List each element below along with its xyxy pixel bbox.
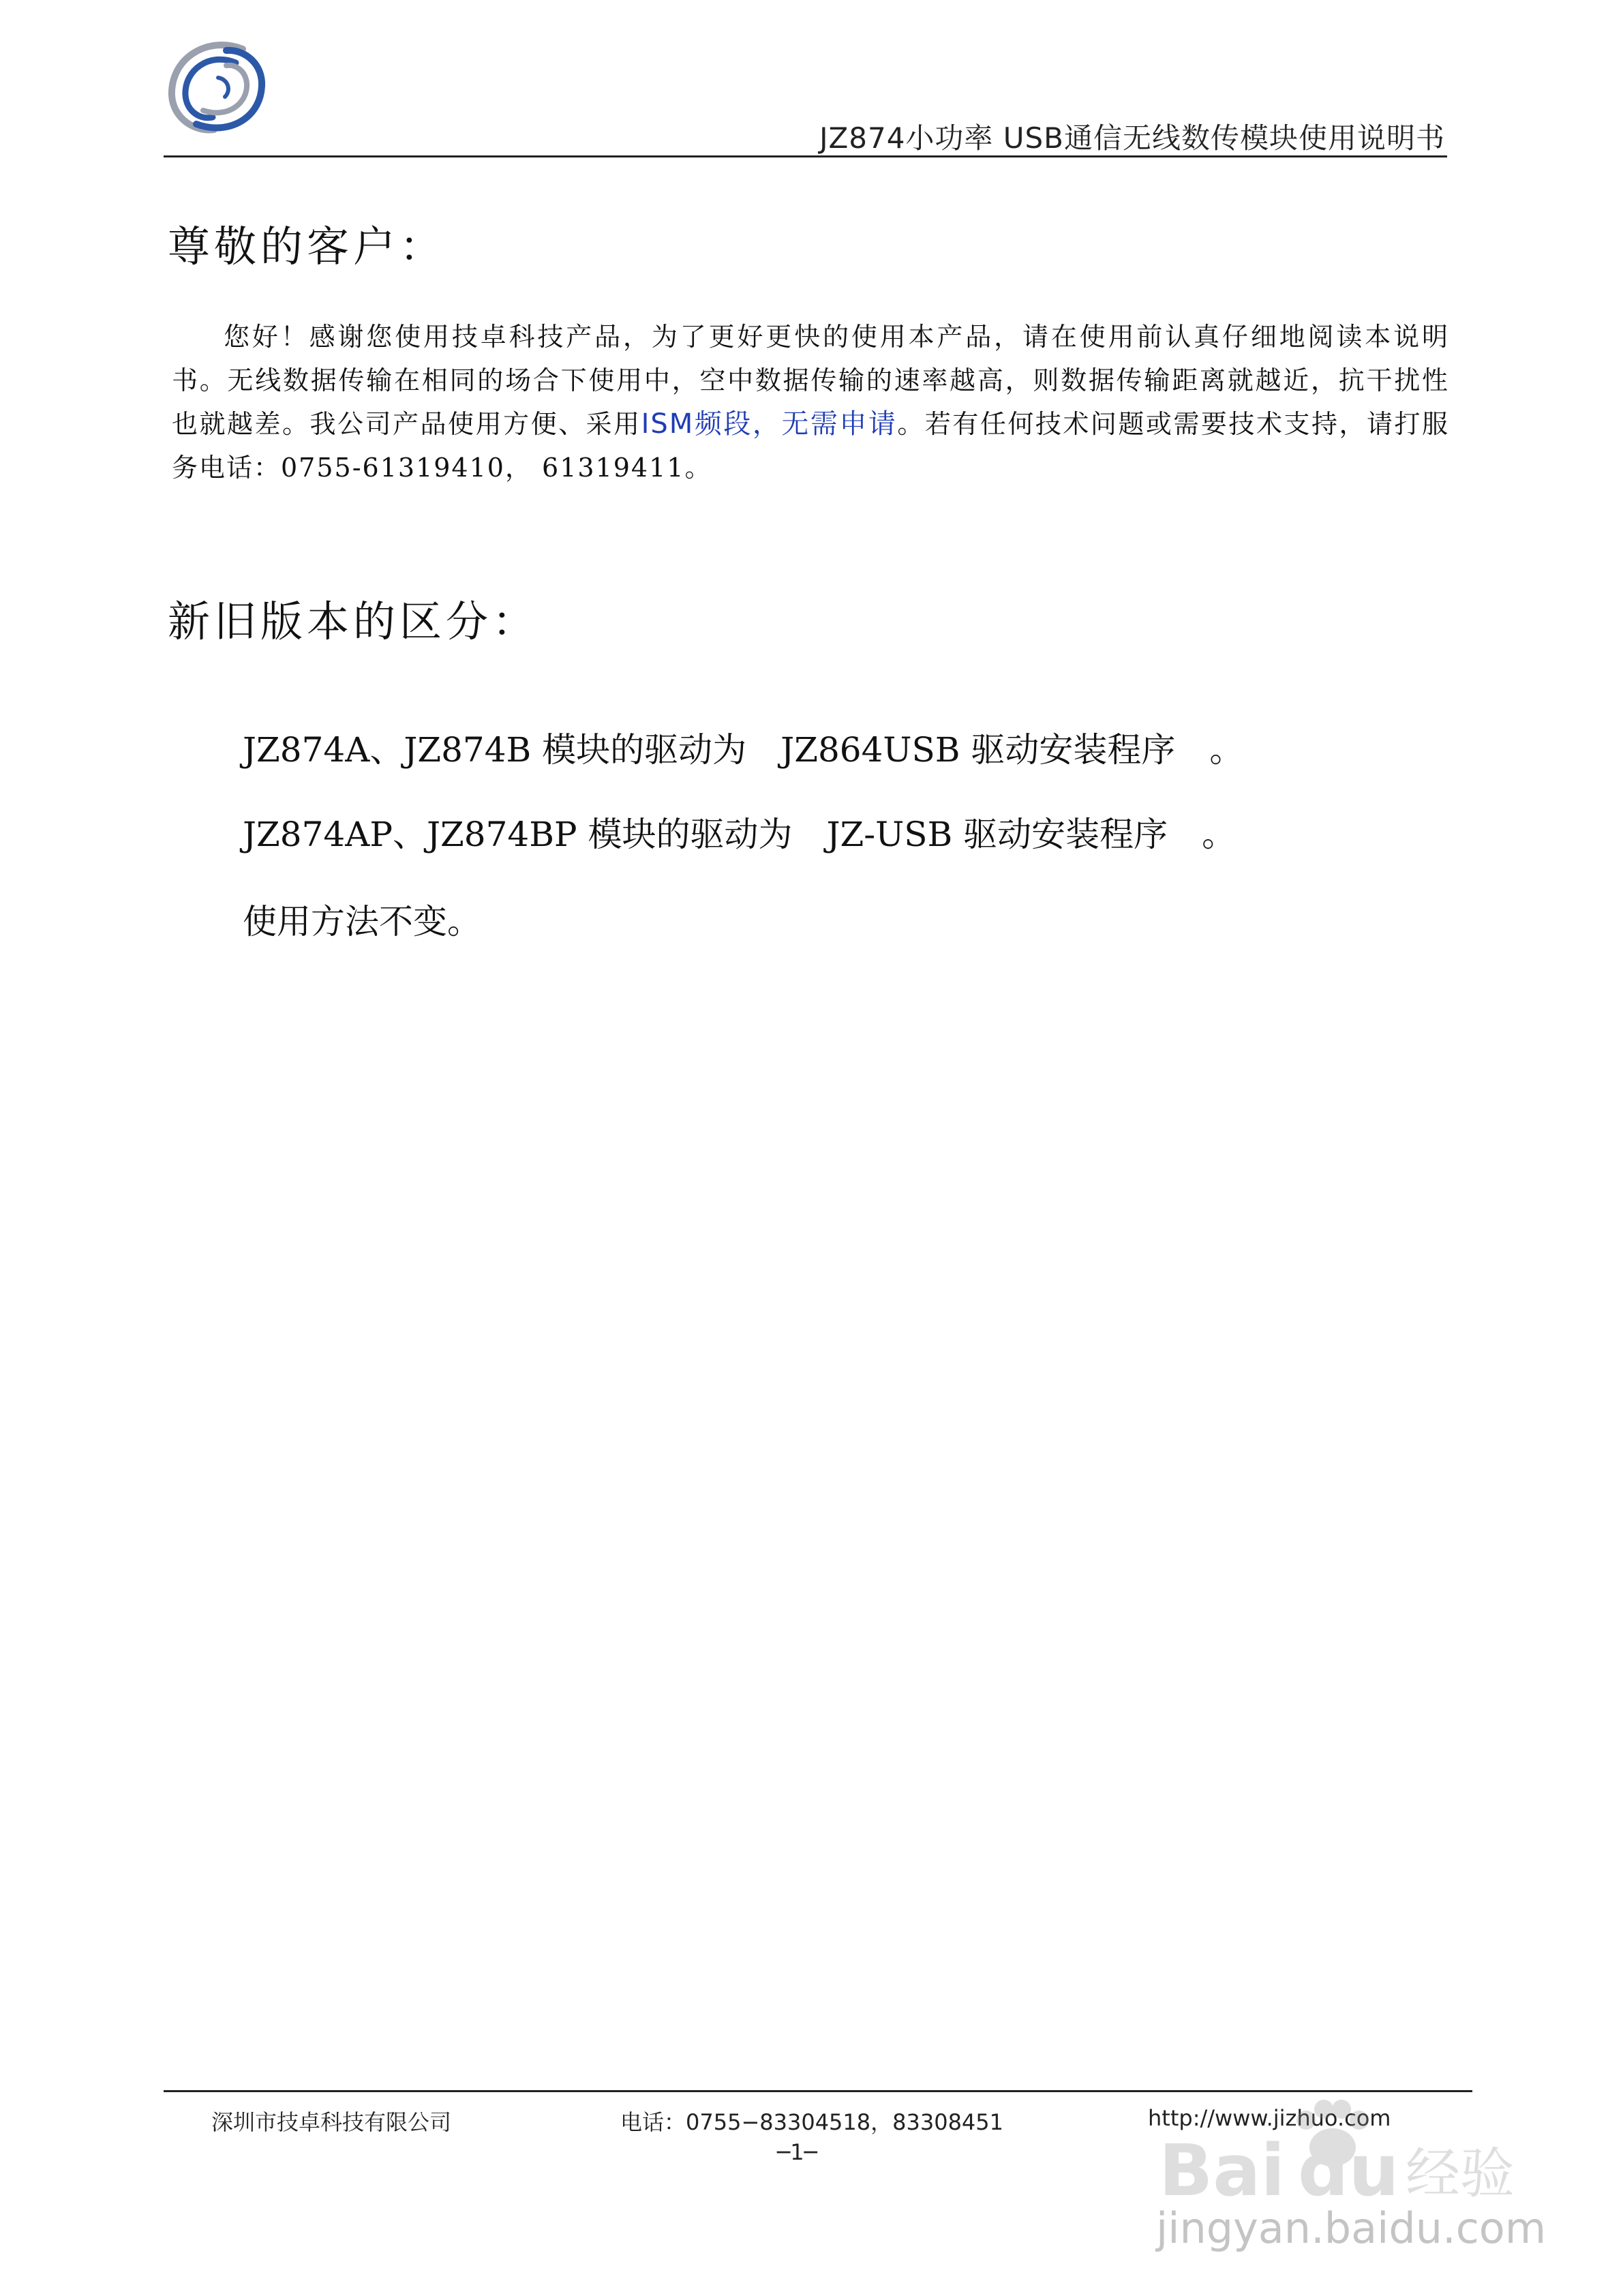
usage-unchanged-line: 使用方法不变。	[243, 902, 481, 941]
footer-phone: 电话：0755−83304518，83308451	[620, 2109, 1004, 2135]
driver-line-jz874ap-bp: JZ874AP、JZ874BP 模块的驱动为 JZ-USB 驱动安装程序 。	[243, 815, 1237, 854]
greeting-heading: 尊敬的客户：	[168, 222, 446, 271]
intro-paragraph	[172, 315, 1449, 489]
page-number: ─1─	[777, 2139, 817, 2165]
driver-line-jz874a-b: JZ874A、JZ874B 模块的驱动为 JZ864USB 驱动安装程序 。	[243, 730, 1244, 770]
svg-text:du: du	[1298, 2129, 1399, 2212]
intro-text-before: 您好！感谢您使用技卓科技产品，为了更好更快的使用本产品，请在使用前认真仔细地阅读本说明书。无线数据传输在相同的场合下使用中，空中数据传输的速率越高，则数据传输距离就越近，抗干扰性也就越差。我公司产品使用方便、采用	[172, 322, 1449, 439]
footer-divider	[164, 2090, 1472, 2092]
svg-text:Bai: Bai	[1159, 2129, 1286, 2212]
ism-band-highlight: ISM频段，无需申请	[641, 408, 898, 440]
versions-heading: 新旧版本的区分：	[168, 596, 539, 646]
header-divider	[164, 155, 1447, 157]
intro-text-after: 。若有任何技术问题或需要技术支持，请打服务电话：0755-61319410， 61319411。	[172, 409, 1449, 483]
header-title: JZ874小功率 USB通信无线数传模块使用说明书	[819, 121, 1445, 155]
footer-url-link[interactable]: http://www.jizhuo.com	[1148, 2105, 1391, 2131]
watermark-site-text: jingyan.baidu.com	[1156, 2203, 1547, 2253]
footer-company: 深圳市技卓科技有限公司	[211, 2109, 452, 2135]
company-swirl-logo-icon	[161, 30, 273, 146]
svg-text:经验: 经验	[1406, 2142, 1515, 2205]
